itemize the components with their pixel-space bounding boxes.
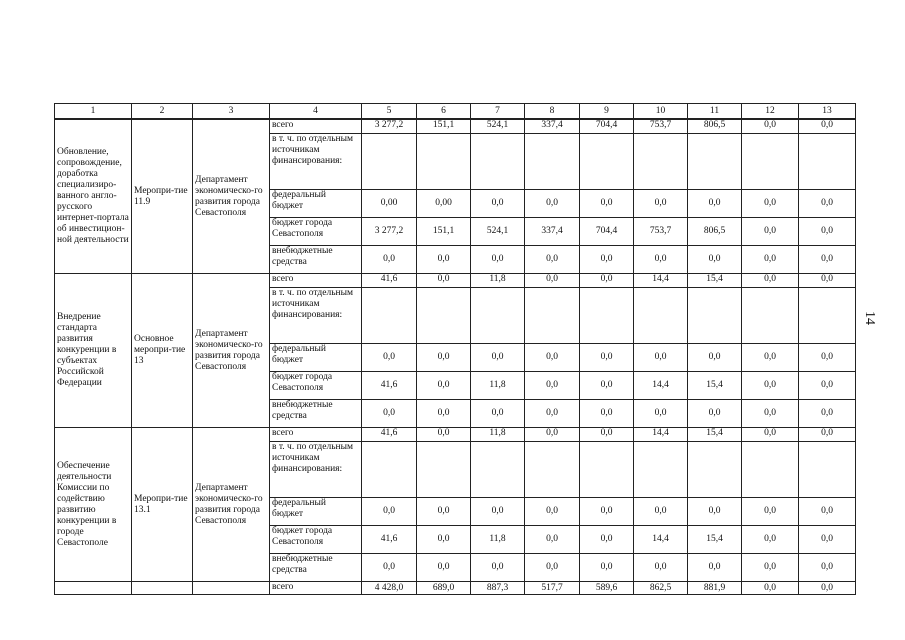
column-header: 2 [132, 104, 193, 120]
measure-cell: Основное меропри-тие 13 [132, 274, 193, 428]
value-cell [634, 442, 688, 498]
value-cell [525, 288, 580, 344]
value-cell: 689,0 [417, 582, 471, 595]
value-cell: 0,0 [742, 218, 799, 246]
value-cell: 0,0 [580, 498, 634, 526]
value-cell: 0,0 [688, 400, 742, 428]
value-cell: 0,00 [417, 190, 471, 218]
value-cell: 0,0 [525, 526, 580, 554]
value-cell: 0,0 [742, 274, 799, 288]
value-cell: 0,0 [525, 190, 580, 218]
funding-source-cell: всего [270, 582, 362, 595]
value-cell: 151,1 [417, 119, 471, 134]
value-cell [799, 288, 856, 344]
value-cell: 0,0 [580, 526, 634, 554]
value-cell [799, 442, 856, 498]
executor-cell: Департамент экономическо-го развития города Севастополя [193, 428, 270, 582]
value-cell: 0,0 [471, 246, 525, 274]
value-cell: 0,0 [525, 554, 580, 582]
value-cell [471, 134, 525, 190]
value-cell: 0,0 [799, 582, 856, 595]
column-header: 10 [634, 104, 688, 120]
value-cell: 0,0 [580, 246, 634, 274]
value-cell: 524,1 [471, 119, 525, 134]
value-cell: 753,7 [634, 119, 688, 134]
value-cell: 4 428,0 [362, 582, 417, 595]
value-cell: 0,0 [417, 428, 471, 442]
column-header: 1 [55, 104, 132, 120]
value-cell [471, 442, 525, 498]
value-cell: 0,0 [362, 400, 417, 428]
value-cell: 0,0 [799, 498, 856, 526]
value-cell: 524,1 [471, 218, 525, 246]
value-cell: 0,0 [525, 400, 580, 428]
value-cell: 0,0 [525, 344, 580, 372]
value-cell: 0,00 [362, 190, 417, 218]
funding-source-cell: всего [270, 274, 362, 288]
funding-source-cell: в т. ч. по отдельным источникам финансирования: [270, 288, 362, 344]
column-header: 9 [580, 104, 634, 120]
value-cell: 0,0 [634, 246, 688, 274]
budget-table [54, 103, 856, 595]
value-cell: 0,0 [580, 428, 634, 442]
column-header: 6 [417, 104, 471, 120]
value-cell: 14,4 [634, 274, 688, 288]
value-cell: 0,0 [742, 428, 799, 442]
funding-source-cell: федеральный бюджет [270, 344, 362, 372]
value-cell: 0,0 [580, 274, 634, 288]
value-cell: 0,0 [471, 498, 525, 526]
value-cell: 41,6 [362, 274, 417, 288]
value-cell [799, 134, 856, 190]
value-cell: 0,0 [417, 246, 471, 274]
funding-source-cell: бюджет города Севастополя [270, 526, 362, 554]
value-cell: 0,0 [688, 246, 742, 274]
column-header: 4 [270, 104, 362, 120]
value-cell: 0,0 [742, 554, 799, 582]
value-cell: 704,4 [580, 218, 634, 246]
value-cell [362, 134, 417, 190]
value-cell [742, 134, 799, 190]
value-cell: 11,8 [471, 428, 525, 442]
value-cell: 517,7 [525, 582, 580, 595]
value-cell: 704,4 [580, 119, 634, 134]
funding-source-cell: бюджет города Севастополя [270, 372, 362, 400]
funding-source-cell: всего [270, 119, 362, 134]
measure-cell: Меропри-тие 13.1 [132, 428, 193, 582]
value-cell: 15,4 [688, 274, 742, 288]
value-cell [362, 442, 417, 498]
value-cell: 0,0 [634, 400, 688, 428]
value-cell [742, 288, 799, 344]
value-cell: 0,0 [688, 554, 742, 582]
funding-source-cell: федеральный бюджет [270, 498, 362, 526]
value-cell: 881,9 [688, 582, 742, 595]
executor-cell: Департамент экономическо-го развития города Севастополя [193, 119, 270, 274]
executor-cell [193, 582, 270, 595]
value-cell: 11,8 [471, 274, 525, 288]
value-cell: 0,0 [799, 372, 856, 400]
funding-source-cell: в т. ч. по отдельным источникам финансирования: [270, 134, 362, 190]
funding-source-cell: всего [270, 428, 362, 442]
value-cell: 0,0 [580, 372, 634, 400]
value-cell: 0,0 [417, 554, 471, 582]
value-cell: 862,5 [634, 582, 688, 595]
executor-cell: Департамент экономическо-го развития города Севастополя [193, 274, 270, 428]
value-cell: 0,0 [799, 190, 856, 218]
funding-source-cell: бюджет города Севастополя [270, 218, 362, 246]
value-cell: 0,0 [742, 372, 799, 400]
header-row [55, 104, 856, 120]
value-cell: 15,4 [688, 428, 742, 442]
event-name-cell: Обеспечение деятельности Комиссии по содействию развитию конкуренции в городе Севастополе [55, 428, 132, 582]
value-cell: 15,4 [688, 526, 742, 554]
funding-source-cell: федеральный бюджет [270, 190, 362, 218]
value-cell: 0,0 [799, 400, 856, 428]
table-row [55, 274, 856, 288]
value-cell: 0,0 [634, 190, 688, 218]
funding-source-cell: в т. ч. по отдельным источникам финансирования: [270, 442, 362, 498]
value-cell: 0,0 [580, 400, 634, 428]
funding-source-cell: внебюджетные средства [270, 400, 362, 428]
table-row [55, 119, 856, 134]
value-cell: 3 277,2 [362, 218, 417, 246]
value-cell: 0,0 [742, 190, 799, 218]
value-cell: 0,0 [580, 554, 634, 582]
measure-cell [132, 582, 193, 595]
value-cell: 0,0 [742, 246, 799, 274]
value-cell: 0,0 [634, 344, 688, 372]
table-row [55, 428, 856, 442]
value-cell: 0,0 [742, 119, 799, 134]
value-cell: 41,6 [362, 428, 417, 442]
value-cell: 0,0 [471, 400, 525, 428]
value-cell [525, 134, 580, 190]
value-cell [742, 442, 799, 498]
value-cell: 0,0 [525, 428, 580, 442]
funding-source-cell: внебюджетные средства [270, 246, 362, 274]
value-cell: 0,0 [362, 498, 417, 526]
value-cell [417, 134, 471, 190]
value-cell: 0,0 [580, 344, 634, 372]
column-header: 11 [688, 104, 742, 120]
value-cell: 14,4 [634, 526, 688, 554]
value-cell: 0,0 [362, 246, 417, 274]
value-cell: 0,0 [799, 554, 856, 582]
value-cell: 0,0 [799, 428, 856, 442]
value-cell: 0,0 [799, 246, 856, 274]
value-cell: 3 277,2 [362, 119, 417, 134]
value-cell: 0,0 [799, 274, 856, 288]
event-name-cell: Обновление, сопровождение, доработка специализиро-ванного англо-русского интернет-портала об инвестицион-ной деятельности [55, 119, 132, 274]
value-cell: 0,0 [799, 526, 856, 554]
value-cell: 0,0 [742, 582, 799, 595]
value-cell: 337,4 [525, 119, 580, 134]
value-cell: 0,0 [525, 274, 580, 288]
value-cell: 14,4 [634, 428, 688, 442]
value-cell: 11,8 [471, 526, 525, 554]
value-cell [525, 442, 580, 498]
value-cell: 0,0 [634, 498, 688, 526]
value-cell: 337,4 [525, 218, 580, 246]
value-cell: 0,0 [471, 190, 525, 218]
value-cell: 0,0 [580, 190, 634, 218]
value-cell: 0,0 [525, 498, 580, 526]
value-cell: 11,8 [471, 372, 525, 400]
column-header: 5 [362, 104, 417, 120]
value-cell: 15,4 [688, 372, 742, 400]
column-header: 7 [471, 104, 525, 120]
value-cell [688, 134, 742, 190]
event-name-cell [55, 582, 132, 595]
value-cell: 0,0 [799, 119, 856, 134]
value-cell: 0,0 [362, 554, 417, 582]
value-cell: 753,7 [634, 218, 688, 246]
value-cell: 0,0 [417, 372, 471, 400]
event-name-cell: Внедрение стандарта развития конкуренции в субъектах Российской Федерации [55, 274, 132, 428]
value-cell: 806,5 [688, 119, 742, 134]
value-cell: 0,0 [742, 400, 799, 428]
value-cell: 0,0 [742, 498, 799, 526]
value-cell: 0,0 [634, 554, 688, 582]
value-cell: 41,6 [362, 372, 417, 400]
value-cell: 0,0 [525, 246, 580, 274]
value-cell: 0,0 [417, 274, 471, 288]
page-number: 14 [862, 311, 877, 325]
value-cell: 0,0 [417, 400, 471, 428]
value-cell: 0,0 [417, 344, 471, 372]
value-cell: 0,0 [688, 190, 742, 218]
value-cell: 0,0 [417, 498, 471, 526]
column-header: 13 [799, 104, 856, 120]
value-cell [362, 288, 417, 344]
value-cell: 0,0 [417, 526, 471, 554]
value-cell [417, 442, 471, 498]
value-cell: 0,0 [525, 372, 580, 400]
value-cell [580, 288, 634, 344]
value-cell: 887,3 [471, 582, 525, 595]
value-cell [417, 288, 471, 344]
value-cell: 14,4 [634, 372, 688, 400]
value-cell [634, 134, 688, 190]
value-cell: 0,0 [688, 498, 742, 526]
table-row [55, 582, 856, 595]
value-cell: 0,0 [742, 344, 799, 372]
value-cell: 0,0 [362, 344, 417, 372]
value-cell: 0,0 [471, 344, 525, 372]
value-cell: 589,6 [580, 582, 634, 595]
measure-cell: Меропри-тие 11.9 [132, 119, 193, 274]
value-cell: 151,1 [417, 218, 471, 246]
value-cell: 0,0 [799, 218, 856, 246]
value-cell [688, 288, 742, 344]
value-cell [471, 288, 525, 344]
value-cell: 41,6 [362, 526, 417, 554]
value-cell: 806,5 [688, 218, 742, 246]
funding-source-cell: внебюджетные средства [270, 554, 362, 582]
column-header: 12 [742, 104, 799, 120]
value-cell [580, 442, 634, 498]
value-cell [580, 134, 634, 190]
value-cell [688, 442, 742, 498]
value-cell: 0,0 [471, 554, 525, 582]
value-cell [634, 288, 688, 344]
column-header: 8 [525, 104, 580, 120]
value-cell: 0,0 [742, 526, 799, 554]
value-cell: 0,0 [799, 344, 856, 372]
column-header: 3 [193, 104, 270, 120]
value-cell: 0,0 [688, 344, 742, 372]
